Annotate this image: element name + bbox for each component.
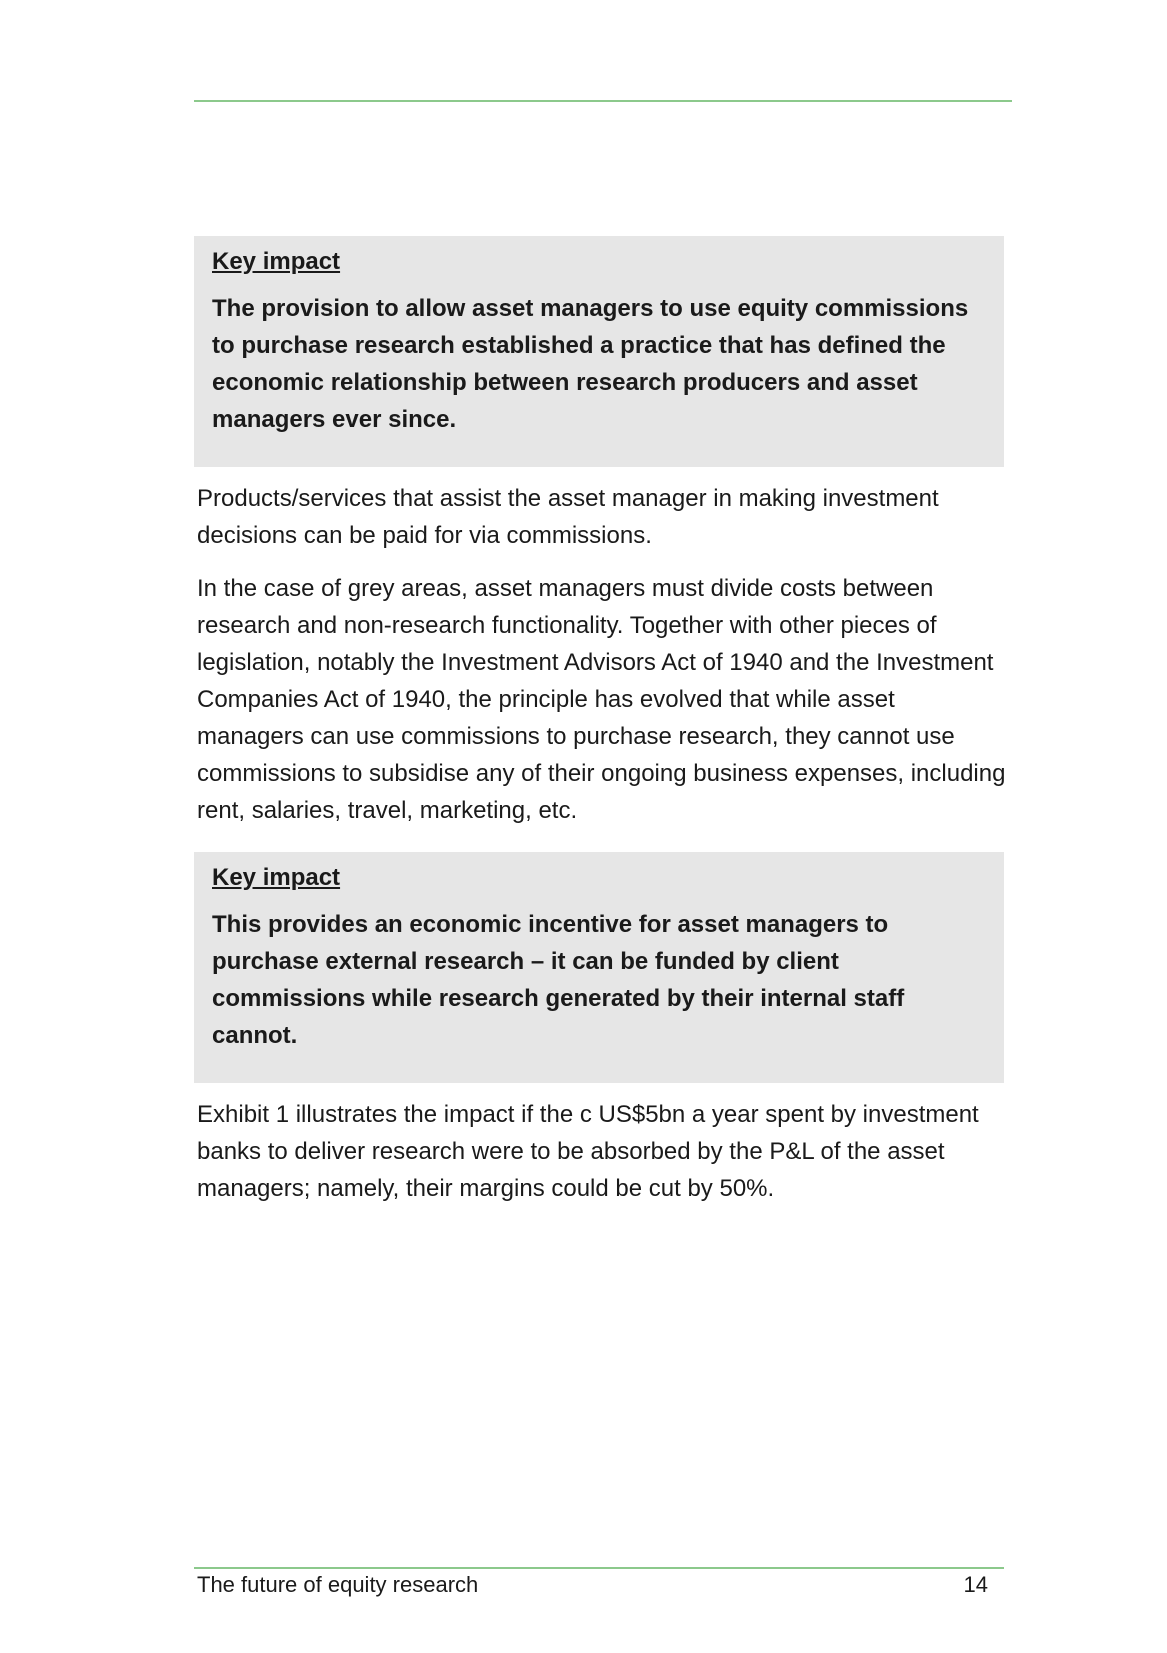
callout-body: This provides an economic incentive for asset managers to purchase external research – it can be funded by client commissions while research generated by their internal staff cannot. xyxy=(212,911,905,1049)
body-paragraph-commissions: Products/services that assist the asset manager in making investment decisions can be paid for via commissions. xyxy=(197,485,939,549)
footer-page-number: 14 xyxy=(963,1572,988,1597)
key-impact-callout-2 xyxy=(194,852,1004,1083)
callout-title: Key impact xyxy=(212,248,341,275)
key-impact-callout-1 xyxy=(194,236,1004,467)
callout-body: The provision to allow asset managers to use equity commissions to purchase research established a practice that has defined the economic relationship between research producers and asset managers ever since. xyxy=(212,295,969,433)
body-paragraph-grey-areas: In the case of grey areas, asset managers must divide costs between research and non-research functionality. Together with other pieces of legislation, notably the Investment Advisors Act of 1940 and the Investment Companies Act of 1940, the principle has evolved that while asset managers can use commissions to purchase research, they cannot use commissions to subsidise any of their ongoing business expenses, including rent, salaries, travel, marketing, etc. xyxy=(197,575,1006,824)
header-rule xyxy=(194,100,1012,102)
callout-title: Key impact xyxy=(212,864,341,891)
body-paragraph-exhibit: Exhibit 1 illustrates the impact if the c US$5bn a year spent by investment banks to deliver research were to be absorbed by the P&L of the asset managers; namely, their margins could be cut by 50%. xyxy=(197,1101,979,1202)
footer-rule xyxy=(194,1567,1004,1569)
footer-document-title: The future of equity research xyxy=(197,1572,479,1597)
